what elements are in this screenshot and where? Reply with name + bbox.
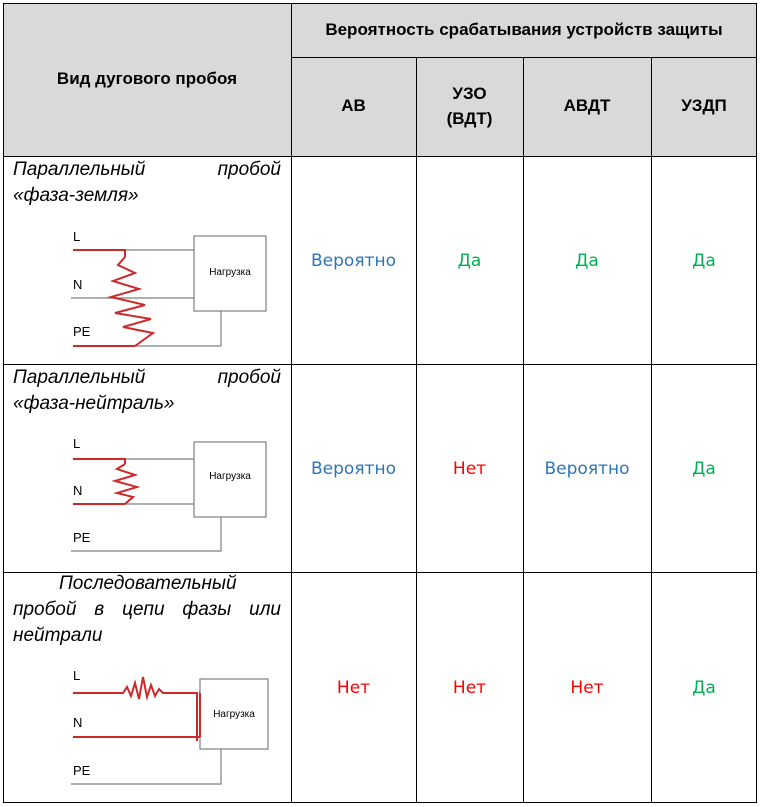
row-3-avdt-value: Нет [570,678,604,698]
group-header-title: Вероятность срабатывания устройств защиты [325,19,723,39]
row-2-line2: «фаза-нейтраль» [13,393,175,414]
row-3-line2: пробой в цепи фазы или [13,599,281,620]
col-header-uzo-sub: (ВДТ) [446,108,493,128]
row-1-label-l: L [73,229,81,244]
row-1-load-label: Нагрузка [209,267,251,278]
col-header-avdt: АВДТ [563,96,611,116]
table-grid [3,3,757,803]
row-1-av-value: Вероятно [311,251,396,271]
row-2-av-value: Вероятно [311,459,396,479]
row-1-line1: Параллельный пробой [13,159,281,180]
row-3-av-value: Нет [336,678,371,698]
row-3-load-label: Нагрузка [213,709,255,720]
row-3-uzo-value: Нет [452,678,487,698]
row-2-uzo-value: Нет [452,459,487,479]
row-2-label-pe: PE [73,530,91,545]
row-3-line1: Последовательный [59,573,237,594]
col-header-uzo-label: УЗО [452,83,487,103]
row-2-load-label: Нагрузка [209,471,251,482]
row-1-line2: «фаза-земля» [13,185,139,206]
row-1-label-pe: PE [73,324,91,339]
col-header-uzdp: УЗДП [681,96,727,116]
row-1-uzo-value: Да [457,251,482,271]
row-2-avdt-value: Вероятно [544,459,630,479]
row-1-uzdp-value: Да [692,251,716,271]
table-border [4,4,757,803]
row-header-label: Вид дугового пробоя [56,69,238,89]
row-2-label-l: L [73,436,81,451]
row-1-label-n: N [73,277,83,292]
row-3-label-n: N [73,715,83,730]
row-3-line3: нейтрали [13,625,103,646]
row-2-line1: Параллельный пробой [13,367,281,388]
row-3-label-pe: PE [73,763,91,778]
protection-table [3,3,757,803]
row-2-label-n: N [73,483,83,498]
row-3-uzdp-value: Да [692,678,716,698]
row-1-avdt-value: Да [575,251,599,271]
col-header-av: АВ [341,96,366,116]
row-3-label-l: L [73,668,81,683]
row-2-uzdp-value: Да [692,459,716,479]
